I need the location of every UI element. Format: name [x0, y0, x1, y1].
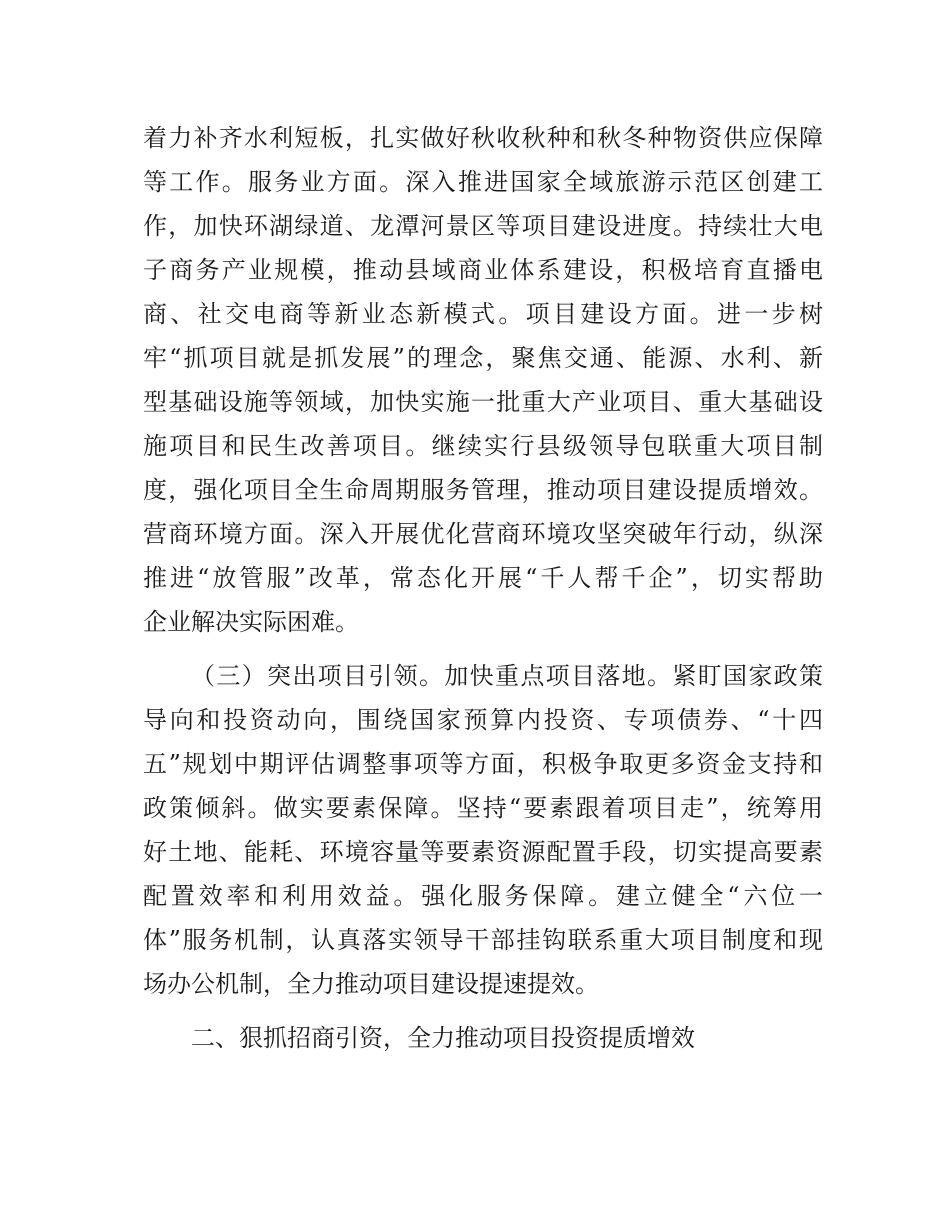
body-text-line: 牢“抓项目就是抓发展”的理念，聚焦交通、能源、水利、新 [143, 344, 823, 372]
body-text-line: 配置效率和利用效益。强化服务保障。建立健全“六位一 [143, 882, 823, 910]
body-text-line: 政策倾斜。做实要素保障。坚持“要素跟着项目走”，统筹用 [143, 794, 823, 822]
body-text-line: 作，加快环湖绿道、龙潭河景区等项目建设进度。持续壮大电 [143, 212, 823, 240]
body-text-line: 场办公机制，全力推动项目建设提速提效。 [143, 970, 599, 998]
section-heading: 二、狠抓招商引资，全力推动项目投资提质增效 [191, 1024, 695, 1052]
body-text-line: 子商务产业规模，推动县域商业体系建设，积极培育直播电 [143, 256, 823, 284]
body-text-line: 施项目和民生改善项目。继续实行县级领导包联重大项目制 [143, 432, 823, 460]
body-text-line: 型基础设施等领域，加快实施一批重大产业项目、重大基础设 [143, 388, 823, 416]
body-text-line: 好土地、能耗、环境容量等要素资源配置手段，切实提高要素 [143, 838, 823, 866]
body-text-line: 体”服务机制，认真落实领导干部挂钩联系重大项目制度和现 [143, 926, 823, 954]
body-text-line: 推进“放管服”改革，常态化开展“千人帮千企”，切实帮助 [143, 564, 823, 592]
body-text-line: 商、社交电商等新业态新模式。项目建设方面。进一步树 [143, 300, 823, 328]
body-text-line: 着力补齐水利短板，扎实做好秋收秋种和秋冬种物资供应保障 [143, 124, 823, 152]
body-text-line: 企业解决实际困难。 [143, 608, 359, 636]
body-text-line: （三）突出项目引领。加快重点项目落地。紧盯国家政策 [191, 662, 823, 690]
body-text-line: 营商环境方面。深入开展优化营商环境攻坚突破年行动，纵深 [143, 520, 823, 548]
body-text-line: 导向和投资动向，围绕国家预算内投资、专项债券、“十四 [143, 706, 823, 734]
body-text-line: 度，强化项目全生命周期服务管理，推动项目建设提质增效。 [143, 476, 823, 504]
body-text-line: 等工作。服务业方面。深入推进国家全域旅游示范区创建工 [143, 168, 823, 196]
body-text-line: 五”规划中期评估调整事项等方面，积极争取更多资金支持和 [143, 750, 823, 778]
